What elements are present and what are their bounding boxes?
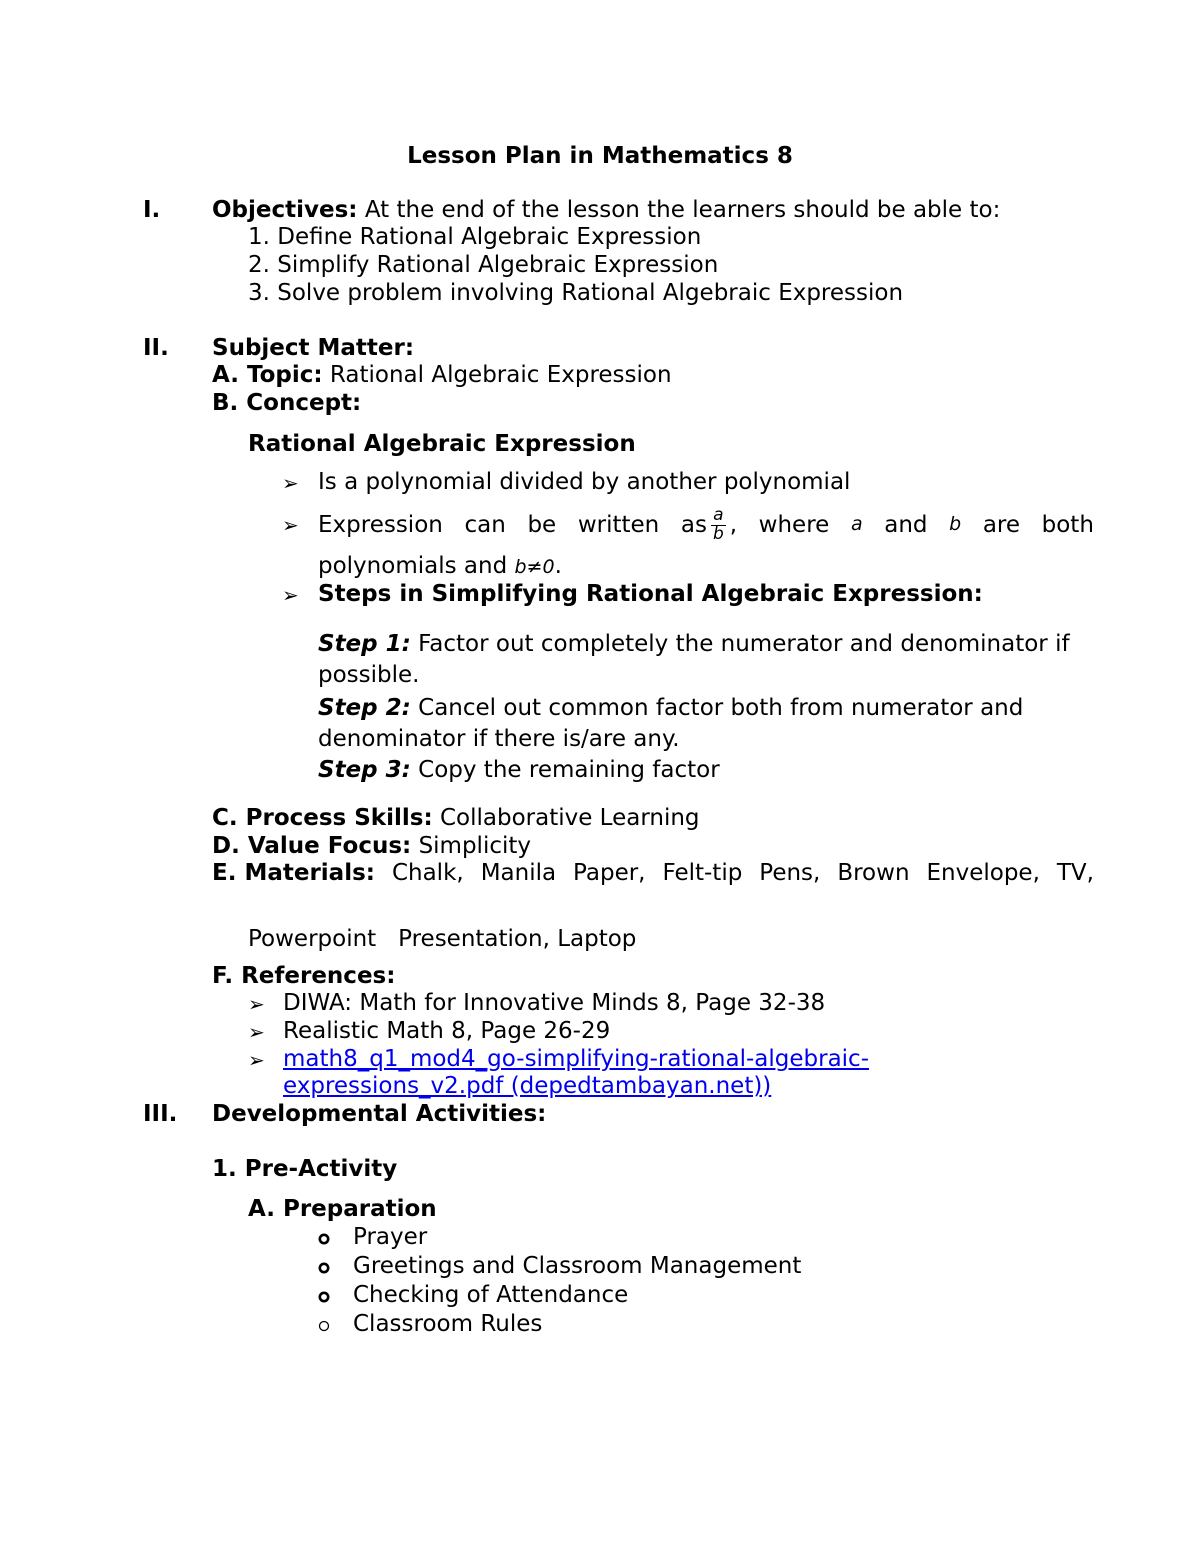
concept-label: B. Concept: [212,390,362,416]
page-title: Lesson Plan in Mathematics 8 [407,143,793,169]
arrow-bullet-icon: ➢ [248,1020,265,1044]
circle-bullet-icon [318,1291,330,1303]
preparation-heading: A. Preparation [248,1196,437,1222]
developmental-heading: Developmental Activities: [212,1101,547,1127]
pre-activity-heading: 1. Pre-Activity [212,1156,398,1182]
references-label: F. References: [212,963,396,989]
reference-item: DIWA: Math for Innovative Minds 8, Page 32-38 [283,990,826,1016]
section-numeral: II. [143,335,169,361]
materials-line2: Powerpoint Presentation, Laptop [248,926,637,952]
concept-bullet-expression: Expression can be written as $\frac{a}{b}$ , where a and b are both [318,504,1094,544]
step-2-cont: denominator if there is/are any. [318,726,680,752]
fraction-a-over-b: $\frac{a}{b}$ [712,504,724,544]
circle-bullet-icon [318,1320,330,1332]
list-item: Checking of Attendance [353,1282,629,1308]
step-1-cont: possible. [318,662,420,688]
concept-bullet-line2: polynomials and b≠0. [318,553,562,579]
list-item: Classroom Rules [353,1311,543,1337]
reference-item: Realistic Math 8, Page 26-29 [283,1018,611,1044]
section-numeral: I. [143,197,161,223]
arrow-bullet-icon: ➢ [282,583,299,607]
objective-item: 3. Solve problem involving Rational Algebraic Expression [248,280,904,306]
reference-link[interactable]: math8_q1_mod4_go-simplifying-rational-algebraic- [283,1046,870,1072]
circle-bullet-icon [318,1262,330,1274]
step-2: Step 2: Cancel out common factor both from numerator and [318,695,1024,721]
list-item: Greetings and Classroom Management [353,1253,802,1279]
objective-item: 1. Define Rational Algebraic Expression [248,224,702,250]
objective-item: 2. Simplify Rational Algebraic Expression [248,252,719,278]
section-numeral: III. [143,1101,178,1127]
circle-bullet-icon [318,1233,330,1245]
steps-heading: Steps in Simplifying Rational Algebraic Expression: [318,581,983,607]
concept-title: Rational Algebraic Expression [248,431,636,457]
list-item: Prayer [353,1224,428,1250]
arrow-bullet-icon: ➢ [248,1048,265,1072]
objectives-heading: Objectives: [212,197,358,223]
subject-matter-heading: Subject Matter: [212,335,415,361]
objectives-line [212,197,1000,223]
reference-link-cont[interactable]: expressions_v2.pdf (depedtambayan.net)) [283,1073,772,1099]
value-focus: D. Value Focus: Simplicity [212,833,532,859]
topic-line: A. Topic: Rational Algebraic Expression [212,362,672,388]
step-1: Step 1: Factor out completely the numerator and denominator if [318,631,1070,657]
process-skills: C. Process Skills: Collaborative Learning [212,805,700,831]
materials-line: E. Materials: Chalk, Manila Paper, Felt-tip Pens, Brown Envelope, TV, [212,860,1094,886]
objectives-intro: At the end of the lesson the learners should be able to: [364,197,1001,223]
arrow-bullet-icon: ➢ [282,471,299,495]
step-3: Step 3: Copy the remaining factor [318,757,720,783]
arrow-bullet-icon: ➢ [248,992,265,1016]
concept-bullet: Is a polynomial divided by another polynomial [318,469,851,495]
arrow-bullet-icon: ➢ [282,513,299,537]
